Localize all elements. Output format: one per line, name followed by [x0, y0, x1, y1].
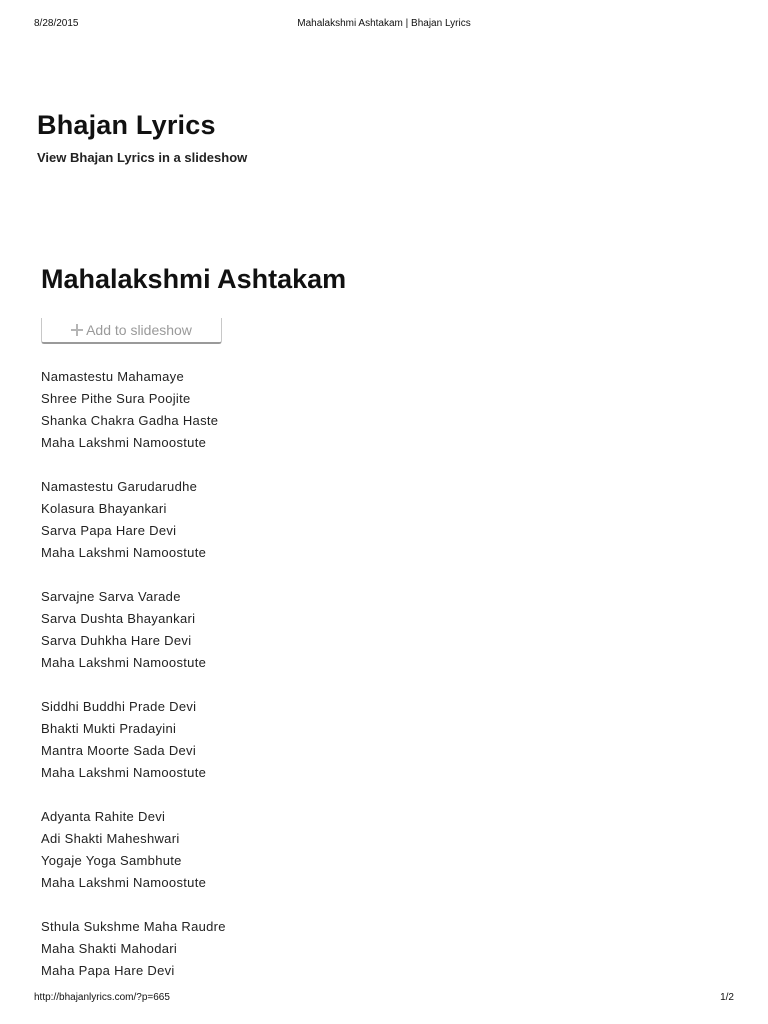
- page-number: 1/2: [720, 992, 734, 1003]
- lyric-line: Shree Pithe Sura Poojite: [41, 391, 191, 406]
- stanza: [41, 476, 226, 564]
- lyric-line: Maha Lakshmi Namoostute: [41, 435, 207, 450]
- lyric-line: Maha Lakshmi Namoostute: [41, 545, 207, 560]
- lyric-line: Maha Lakshmi Namoostute: [41, 765, 207, 780]
- stanza: [41, 586, 226, 674]
- lyric-line: Maha Lakshmi Namoostute: [41, 875, 207, 890]
- lyric-line: Sarva Duhkha Hare Devi: [41, 633, 192, 648]
- plus-icon: [71, 324, 83, 336]
- site-tagline: View Bhajan Lyrics in a slideshow: [37, 150, 248, 165]
- post-title: Mahalakshmi Ashtakam: [41, 264, 347, 294]
- add-to-slideshow-button[interactable]: [41, 318, 222, 344]
- stanza: [41, 696, 226, 784]
- lyric-line: Maha Shakti Mahodari: [41, 941, 178, 956]
- lyric-line: Bhakti Mukti Pradayini: [41, 721, 177, 736]
- lyric-line: Namastestu Mahamaye: [41, 369, 184, 384]
- lyric-line: Yogaje Yoga Sambhute: [41, 853, 182, 868]
- lyric-line: Maha Lakshmi Namoostute: [41, 655, 207, 670]
- lyrics-body: [41, 366, 226, 1004]
- lyric-line: Siddhi Buddhi Prade Devi: [41, 699, 197, 714]
- lyric-line: Mantra Moorte Sada Devi: [41, 743, 197, 758]
- print-footer: [34, 992, 734, 1006]
- lyric-line: Maha Papa Hare Devi: [41, 963, 175, 978]
- lyric-line: Adyanta Rahite Devi: [41, 809, 166, 824]
- print-date: 8/28/2015: [34, 18, 79, 29]
- print-url: http://bhajanlyrics.com/?p=665: [34, 992, 170, 1003]
- lyric-line: Sarva Papa Hare Devi: [41, 523, 177, 538]
- print-document-title: Mahalakshmi Ashtakam | Bhajan Lyrics: [297, 18, 471, 29]
- lyric-line: Sthula Sukshme Maha Raudre: [41, 919, 226, 934]
- stanza: [41, 806, 226, 894]
- lyric-line: Sarva Dushta Bhayankari: [41, 611, 196, 626]
- site-title[interactable]: Bhajan Lyrics: [37, 110, 216, 140]
- stanza: [41, 366, 226, 454]
- add-to-slideshow-label: Add to slideshow: [86, 322, 192, 338]
- lyric-line: Sarvajne Sarva Varade: [41, 589, 181, 604]
- lyric-line: Shanka Chakra Gadha Haste: [41, 413, 219, 428]
- print-header: [34, 18, 734, 32]
- stanza: [41, 916, 226, 982]
- lyric-line: Namastestu Garudarudhe: [41, 479, 198, 494]
- lyric-line: Adi Shakti Maheshwari: [41, 831, 180, 846]
- lyric-line: Kolasura Bhayankari: [41, 501, 167, 516]
